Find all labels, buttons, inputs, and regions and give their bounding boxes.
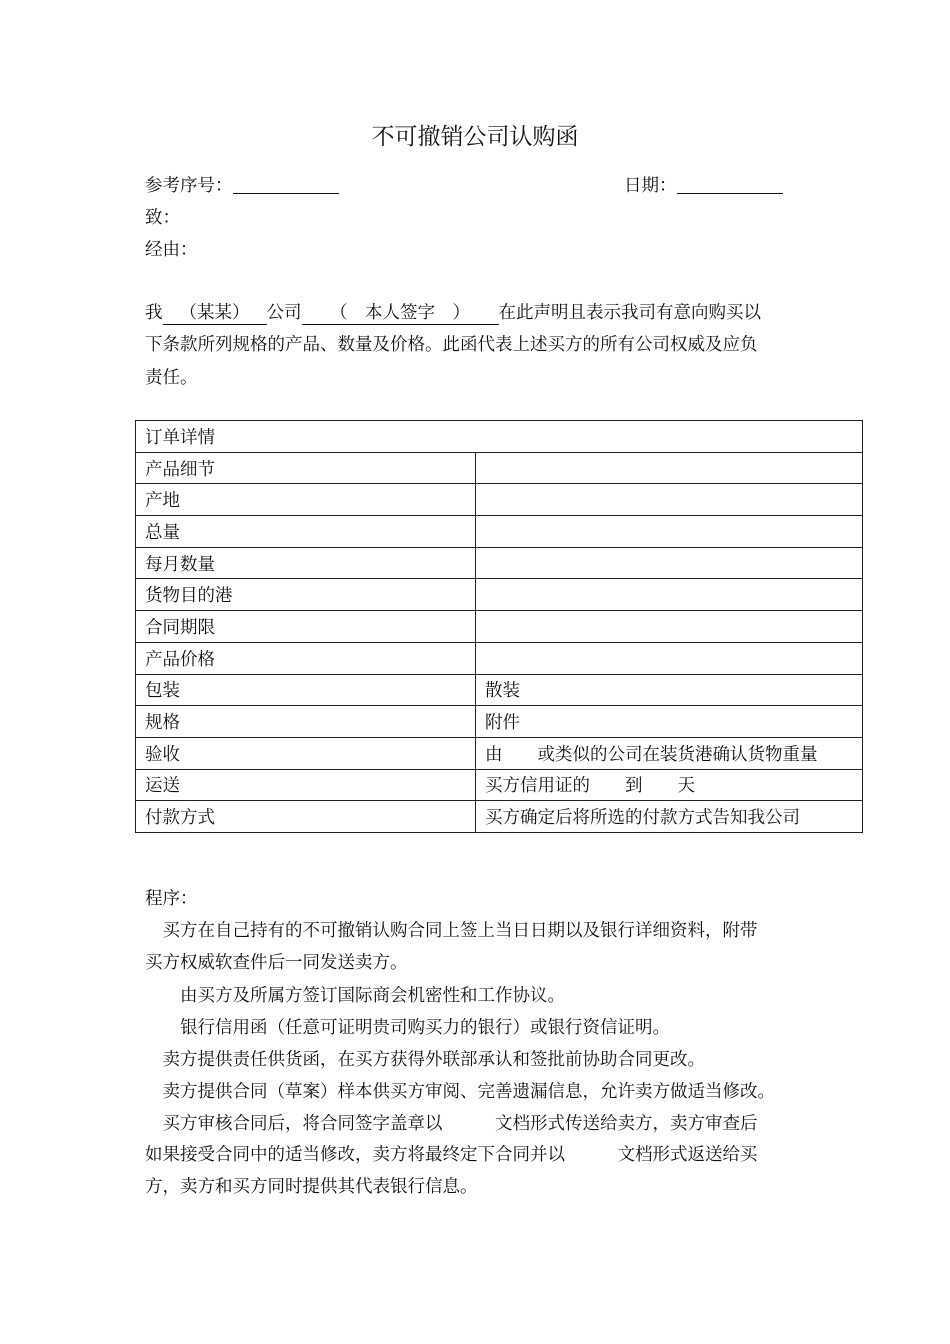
reference-number-label: 参考序号： — [145, 176, 233, 196]
table-row — [136, 547, 863, 579]
row-label: 产品细节 — [136, 452, 476, 484]
declaration-line-2: 下条款所列规格的产品、数量及价格。此函代表上述买方的所有公司权威及应负 — [145, 335, 758, 355]
procedure-line: 方，卖方和买方同时提供其代表银行信息。 — [145, 1177, 478, 1197]
to-line — [145, 204, 180, 229]
declaration-line-1 — [145, 299, 761, 325]
document-title: 不可撤销公司认购函 — [371, 124, 579, 150]
row-label: 货物目的港 — [136, 579, 476, 611]
table-row — [136, 611, 863, 643]
reference-number-line — [145, 172, 339, 197]
procedure-line: 卖方提供责任供货函，在买方获得外联部承认和签批前协助合同更改。 — [145, 1050, 705, 1070]
table-header-cell: 订单详情 — [136, 421, 863, 453]
row-value[interactable]: 买方信用证的 到 天 — [476, 769, 863, 801]
procedure-line: 卖方提供合同（草案）样本供买方审阅、完善遗漏信息，允许卖方做适当修改。 — [145, 1082, 775, 1102]
row-value[interactable]: 散装 — [476, 674, 863, 706]
row-value[interactable] — [476, 611, 863, 643]
row-value[interactable]: 附件 — [476, 706, 863, 738]
row-label: 包装 — [136, 674, 476, 706]
table-header-row — [136, 421, 863, 453]
date-line — [624, 172, 783, 197]
table-row — [136, 801, 863, 833]
signature-blank[interactable]: （ 本人签字 ） — [302, 299, 499, 325]
procedure-line: 由买方及所属方签订国际商会机密性和工作协议。 — [145, 986, 565, 1006]
row-value[interactable] — [476, 579, 863, 611]
row-value[interactable] — [476, 484, 863, 516]
via-label: 经由： — [145, 240, 198, 260]
procedure-label: 程序： — [145, 889, 198, 909]
row-label: 每月数量 — [136, 547, 476, 579]
reference-number-field[interactable] — [233, 175, 339, 194]
table-row — [136, 452, 863, 484]
table-row — [136, 737, 863, 769]
date-label: 日期： — [624, 176, 677, 196]
table-row — [136, 674, 863, 706]
row-value[interactable]: 买方确定后将所选的付款方式告知我公司 — [476, 801, 863, 833]
procedure-line: 银行信用函（任意可证明贵司购买力的银行）或银行资信证明。 — [145, 1018, 670, 1038]
row-label: 产品价格 — [136, 642, 476, 674]
row-label: 产地 — [136, 484, 476, 516]
row-value[interactable] — [476, 452, 863, 484]
table-row — [136, 769, 863, 801]
row-label: 总量 — [136, 516, 476, 548]
company-name-blank[interactable]: （某某） — [163, 299, 267, 325]
row-value[interactable] — [476, 642, 863, 674]
declaration-text: 在此声明且表示我司有意向购买以 — [498, 303, 761, 323]
row-label: 验收 — [136, 737, 476, 769]
procedure-line: 买方在自己持有的不可撤销认购合同上签上当日日期以及银行详细资料，附带 — [145, 921, 758, 941]
to-label: 致： — [145, 208, 180, 228]
row-label: 运送 — [136, 769, 476, 801]
via-line — [145, 236, 198, 261]
order-details-table — [135, 420, 863, 833]
table-row — [136, 484, 863, 516]
declaration-text: 公司 — [266, 303, 302, 323]
date-field[interactable] — [677, 175, 783, 194]
procedure-line: 买方权威软查件后一同发送卖方。 — [145, 953, 408, 973]
row-value[interactable]: 由 或类似的公司在装货港确认货物重量 — [476, 737, 863, 769]
table-row — [136, 579, 863, 611]
declaration-text: 我 — [145, 303, 163, 323]
table-row — [136, 642, 863, 674]
row-value[interactable] — [476, 547, 863, 579]
procedure-line: 如果接受合同中的适当修改，卖方将最终定下合同并以 文档形式返送给买 — [145, 1145, 758, 1165]
declaration-line-3: 责任。 — [145, 368, 198, 388]
table-row — [136, 516, 863, 548]
row-label: 付款方式 — [136, 801, 476, 833]
row-value[interactable] — [476, 516, 863, 548]
row-label: 合同期限 — [136, 611, 476, 643]
procedure-line: 买方审核合同后，将合同签字盖章以 文档形式传送给卖方，卖方审查后 — [145, 1114, 758, 1134]
row-label: 规格 — [136, 706, 476, 738]
table-row — [136, 706, 863, 738]
